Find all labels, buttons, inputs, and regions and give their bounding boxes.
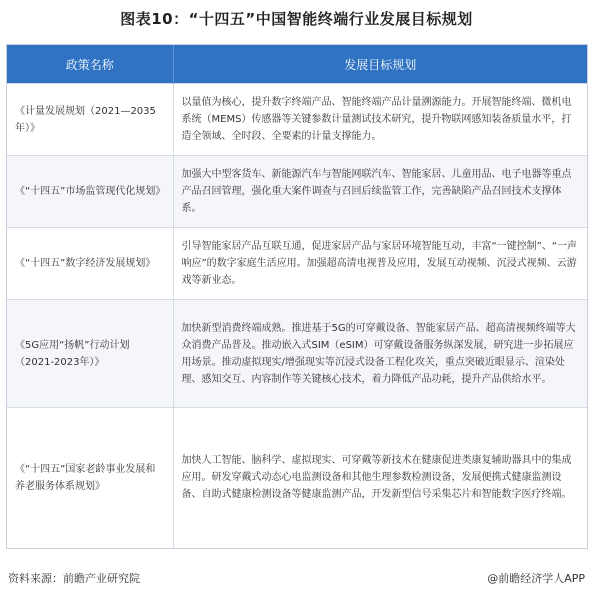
column-header-policy-name: 政策名称 [7, 45, 173, 84]
goal-cell: 加快人工智能、脑科学、虚拟现实、可穿戴等新技术在健康促进类康复辅助器具中的集成应用。研发穿戴式动态心电监测设备和其他生理参数检测设备，发展便携式健康监测设备、自助式健康检测设备等健康监测产品，开发新型信号采集芯片和智能数字医疗终端。 [173, 408, 587, 548]
column-header-goal: 发展目标规划 [173, 45, 587, 84]
table-row [7, 156, 587, 228]
goal-cell: 加快新型消费终端成熟。推进基于5G的可穿戴设备、智能家居产品、超高清视频终端等大众消费产品普及。推动嵌入式SIM（eSIM）可穿戴设备服务纵深发展，研究进一步拓展应用场景。推动虚拟现实/增强现实等沉浸式设备工程化攻关，重点突破近眼显示、渲染处理、感知交互、内容制作等关键核心技术，着力降低产品功耗，提升产品供给水平。 [173, 300, 587, 408]
brand-credit: @前瞻经济学人APP [487, 572, 585, 585]
table-row [7, 84, 587, 156]
policy-name-cell: 《“十四五”市场监管现代化规划》 [7, 156, 173, 228]
page-title: 图表10：“十四五”中国智能终端行业发展目标规划 [120, 10, 473, 28]
policy-name-cell: 《“十四五”国家老龄事业发展和养老服务体系规划》 [7, 408, 173, 548]
table-row [7, 228, 587, 300]
policy-name-cell: 《计量发展规划（2021—2035年）》 [7, 84, 173, 156]
policy-table [6, 44, 588, 549]
table-row [7, 300, 587, 408]
goal-cell: 引导智能家居产品互联互通，促进家居产品与家居环境智能互动，丰富“一键控制”、“一声响应”的数字家庭生活应用。加强超高清电视普及应用，发展互动视频、沉浸式视频、云游戏等新业态。 [173, 228, 587, 300]
table-row [7, 408, 587, 548]
goal-cell: 加强大中型客货车、新能源汽车与智能网联汽车、智能家居、儿童用品、电子电器等重点产品召回管理，强化重大案件调查与召回后续监管工作，完善缺陷产品召回技术支撑体系。 [173, 156, 587, 228]
table-header-row [7, 45, 587, 84]
source-note: 资料来源：前瞻产业研究院 [8, 572, 140, 585]
policy-name-cell: 《5G应用“扬帆”行动计划（2021-2023年）》 [7, 300, 173, 408]
goal-cell: 以量值为核心，提升数字终端产品、智能终端产品计量溯源能力。开展智能终端、微机电系统（MEMS）传感器等关键参数计量测试技术研究，提升物联网感知装备质量水平，打造全领域、全时段、全要素的计量支撑能力。 [173, 84, 587, 156]
policy-name-cell: 《“十四五”数字经济发展规划》 [7, 228, 173, 300]
